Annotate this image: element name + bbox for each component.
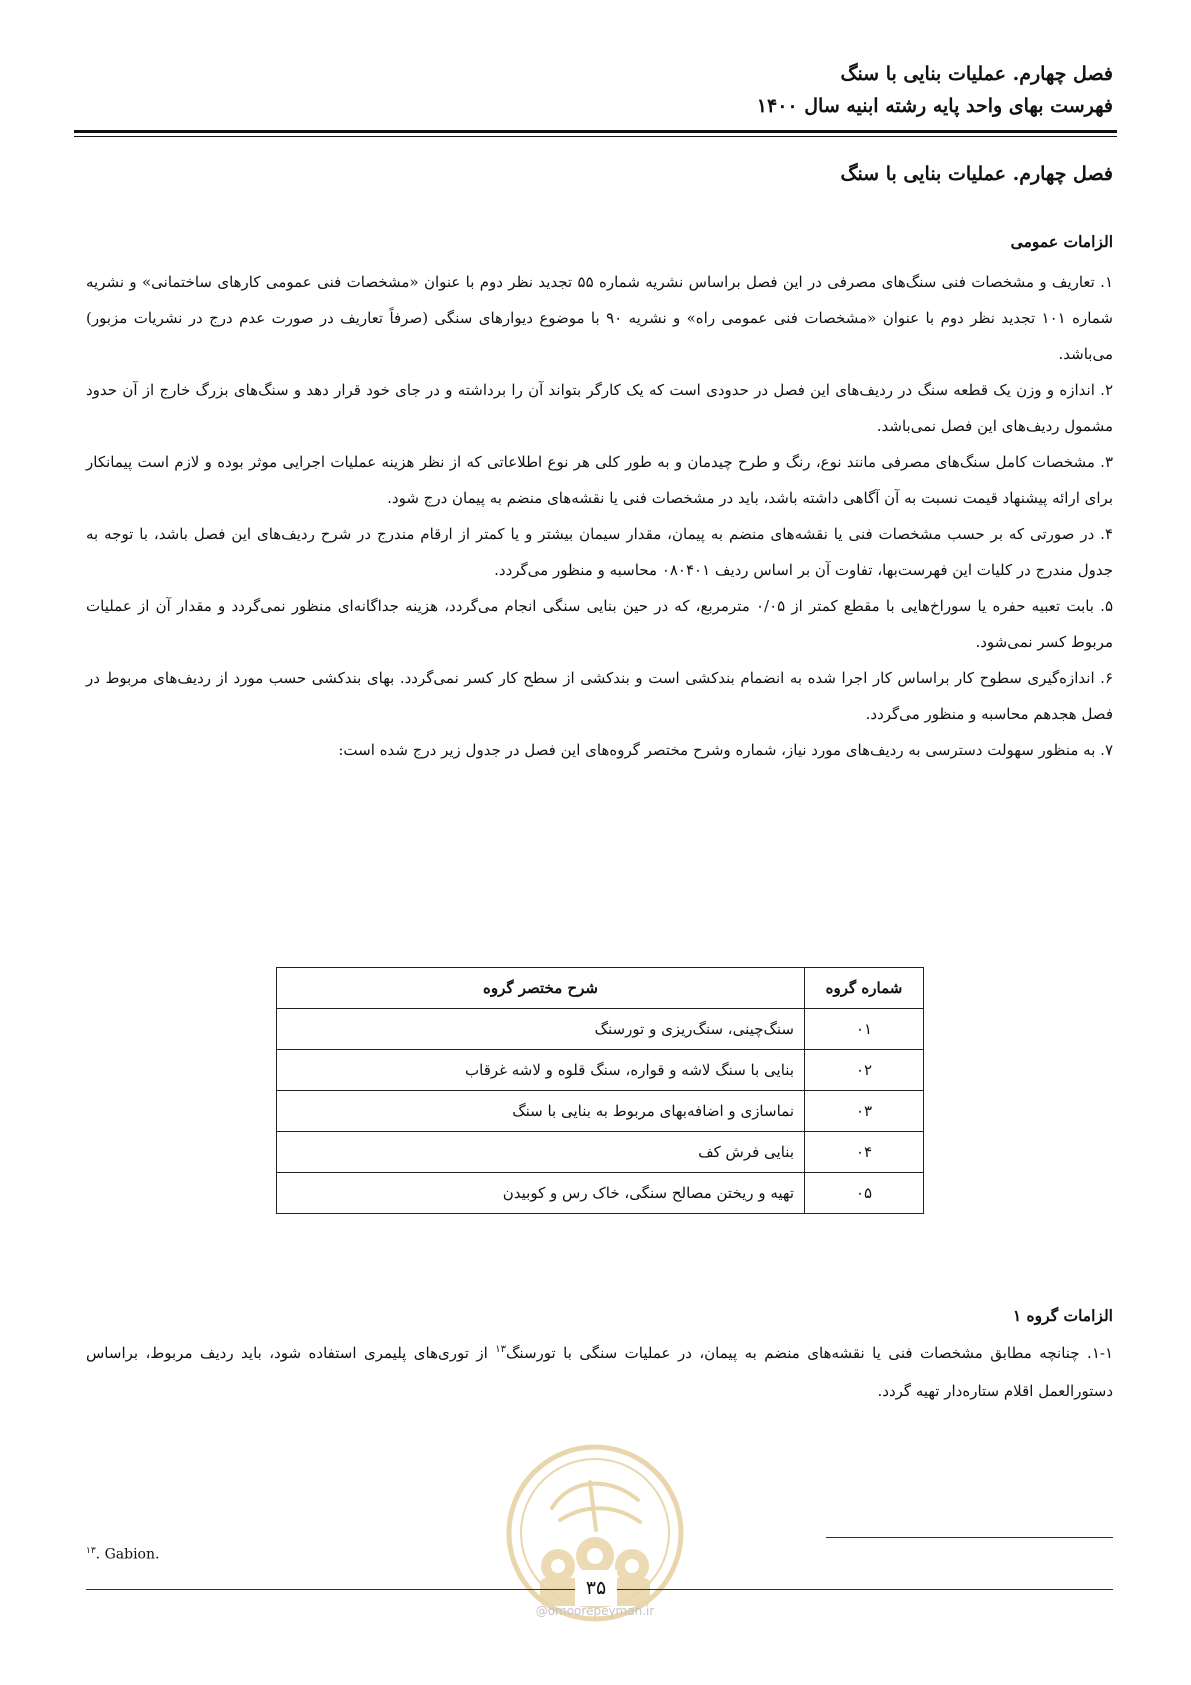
footnote-reference-mark[interactable]: ۱۳ bbox=[495, 1344, 506, 1355]
header-group-description: شرح مختصر گروه bbox=[277, 968, 805, 1009]
table-row bbox=[277, 1132, 924, 1173]
group-number-cell: ۰۴ bbox=[805, 1132, 924, 1173]
group-number-cell: ۰۱ bbox=[805, 1009, 924, 1050]
watermark-url: @omoorepeyman.ir bbox=[535, 1604, 655, 1618]
group1-requirements-body bbox=[86, 1334, 1113, 1410]
group-description-cell: بنایی با سنگ لاشه و قواره، سنگ قلوه و لاشه غرقاب bbox=[277, 1050, 805, 1091]
requirement-paragraph-1: ۱. تعاریف و مشخصات فنی سنگ‌های مصرفی در این فصل براساس نشریه شماره ۵۵ تجدید نظر دوم با عنوان «مشخصات فنی عمومی کارهای ساختمانی» و نشریه شماره ۱۰۱ تجدید نظر دوم با عنوان «مشخصات فنی عمومی راه» و نشریه ۹۰ با موضوع دیوارهای سنگی (صرفاً تعاریف در صورت عدم درج در نشریات مزبور) می‌باشد. bbox=[86, 273, 1114, 363]
requirement-paragraph-7: ۷. به منظور سهولت دسترسی به ردیف‌های مورد نیاز، شماره وشرح مختصر گروه‌های این فصل در جدول زیر درج شده است: bbox=[338, 741, 1113, 759]
requirement-paragraph-2: ۲. اندازه و وزن یک قطعه سنگ در ردیف‌های این فصل در حدودی است که یک کارگر بتواند آن را برداشته و در جای خود قرار دهد و سنگ‌های بزرگ خارج از آن حدود مشمول ردیف‌های این فصل نمی‌باشد. bbox=[86, 381, 1113, 435]
table-header-row bbox=[277, 968, 924, 1009]
header-rule-thin bbox=[74, 136, 1117, 137]
table-row bbox=[277, 1050, 924, 1091]
seal-calligraphy bbox=[552, 1482, 640, 1530]
group-description-cell: تهیه و ریختن مصالح سنگی، خاک رس و کوبیدن bbox=[277, 1173, 805, 1214]
group-table-container bbox=[276, 967, 924, 1214]
group-description-cell: نماسازی و اضافه‌بهای مربوط به بنایی با سنگ bbox=[277, 1091, 805, 1132]
group-number-cell: ۰۳ bbox=[805, 1091, 924, 1132]
running-header-price-list: فهرست بهای واحد پایه رشته ابنیه سال ۱۴۰۰ bbox=[756, 95, 1113, 117]
requirement-paragraph-4: ۴. در صورتی که بر حسب مشخصات فنی یا نقشه‌های منضم به پیمان، مقدار سیمان بیشتر و یا کمتر از ارقام مندرج در شرح ردیف‌های این فصل باشد، با توجه به جدول مندرج در کلیات این فهرست‌بها، تفاوت آن بر اساس ردیف ۰۸۰۴۰۱ محاسبه و منظور می‌گردد. bbox=[86, 525, 1113, 579]
table-row bbox=[277, 1091, 924, 1132]
group-number-cell: ۰۲ bbox=[805, 1050, 924, 1091]
general-requirements-title: الزامات عمومی bbox=[1010, 232, 1113, 251]
footnote-mark: ۱۳ bbox=[86, 1546, 96, 1556]
requirement-paragraph-5: ۵. بابت تعبیه حفره یا سوراخ‌هایی با مقطع کمتر از ۰/۰۵ مترمربع، که در حین بنایی سنگی انجام می‌گردد، هزینه جداگانه‌ای منظور نمی‌گردد و مقدار آن از عملیات مربوط کسر نمی‌شود. bbox=[86, 597, 1113, 651]
table-row bbox=[277, 1009, 924, 1050]
requirement-paragraph-3: ۳. مشخصات کامل سنگ‌های مصرفی مانند نوع، رنگ و طرح چیدمان و به طور کلی هر نوع اطلاعاتی که از نظر هزینه عملیات اجرایی موثر بوده و لازم است پیمانکار برای ارائه پیشنهاد قیمت نسبت به آن آگاهی داشته باشد، باید در مشخصات فنی یا نقشه‌های منضم به پیمان درج شود. bbox=[86, 453, 1113, 507]
general-requirements-body bbox=[86, 264, 1113, 768]
group-description-cell: بنایی فرش کف bbox=[277, 1132, 805, 1173]
requirement-paragraph-6: ۶. اندازه‌گیری سطوح کار براساس کار اجرا شده به انضمام بندکشی است و بندکشی از سطح کار کسر نمی‌گردد. بهای بندکشی حسب مورد از ردیف‌های مربوط در فصل هجدهم محاسبه و منظور می‌گردد. bbox=[86, 669, 1113, 723]
group1-requirements-title: الزامات گروه ۱ bbox=[1012, 1306, 1113, 1325]
header-rule-thick bbox=[74, 130, 1117, 133]
group1-paragraph bbox=[86, 1334, 1113, 1410]
group-table bbox=[276, 967, 924, 1214]
footnote-text: . Gabion. bbox=[95, 1546, 160, 1563]
chapter-title: فصل چهارم. عملیات بنایی با سنگ bbox=[840, 163, 1113, 185]
table-row bbox=[277, 1173, 924, 1214]
group-number-cell: ۰۵ bbox=[805, 1173, 924, 1214]
group-description-cell: سنگ‌چینی، سنگ‌ریزی و تورسنگ bbox=[277, 1009, 805, 1050]
group1-paragraph-text-start: ۱-۱. چنانچه مطابق مشخصات فنی یا نقشه‌های منضم به پیمان، در عملیات سنگی با تورسنگ bbox=[506, 1344, 1113, 1362]
page-number: ۳۵ bbox=[575, 1570, 617, 1606]
running-header bbox=[757, 58, 1113, 122]
group1-paragraph-text-end: از توری‌های پلیمری استفاده شود، باید ردیف مربوط، براساس دستورالعمل اقلام ستاره‌دار تهیه گردد. bbox=[86, 1344, 1113, 1400]
footnote-separator bbox=[826, 1537, 1113, 1538]
header-group-number: شماره گروه bbox=[805, 968, 924, 1009]
footnote bbox=[86, 1546, 159, 1563]
running-header-chapter: فصل چهارم. عملیات بنایی با سنگ bbox=[840, 63, 1113, 85]
